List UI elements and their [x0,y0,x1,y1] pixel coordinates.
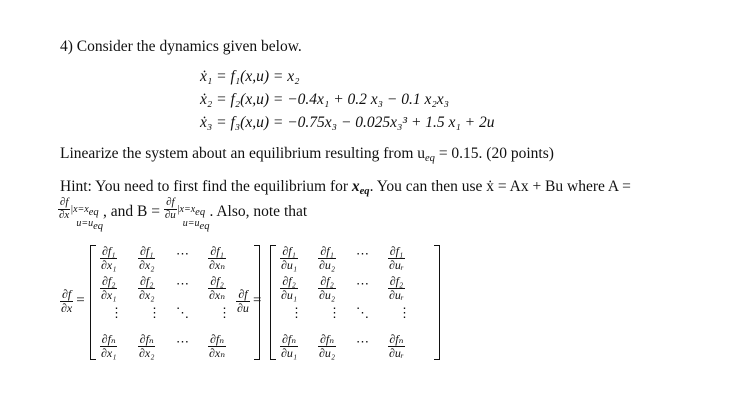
ju-vdots-1: ⋮ [290,305,303,320]
jacobian-x-matrix [90,245,260,360]
equation-1-lhs: ẋ₁ = f₁(x,u) = [200,68,284,85]
ju-rnc2: $\frac{\text{∂fₙ}}{\text{∂u₂}}$ [319,332,336,360]
linearize-tail: = 0.15. (20 points) [438,145,554,162]
ju-r1cr: $\frac{\text{∂f₁}}{\text{∂uᵣ}}$ [389,244,404,272]
hint-line-1 [60,178,631,197]
hint-also-note: . Also, note that [209,203,308,220]
eval-1-x-sub: eq [88,207,99,218]
jx-r1c1: $\frac{\text{∂f₁}}{\text{∂x₁}}$ [101,244,117,272]
matrix-x-left-bracket [90,245,96,360]
df-numerator: ∂f [59,196,69,208]
jx-r1c2: $\frac{\text{∂f₁}}{\text{∂x₂}}$ [139,244,155,272]
du-denominator: ∂u [164,208,176,221]
ju-r2c2: $\frac{\text{∂f₂}}{\text{∂u₂}}$ [319,274,336,302]
jac-x-frac [60,288,73,314]
jac-u-frac [236,288,250,314]
df-du-frac [164,197,177,221]
jx-r1cn: $\frac{\text{∂f₁}}{\text{∂xₙ}}$ [209,244,226,272]
eval-2-x: |x=x [176,204,196,215]
matrix-u-left-bracket [270,245,276,360]
ju-r1-hdots: ⋯ [356,246,369,261]
equation-2-rhs: −0.4x₁ + 0.2 x₃ − 0.1 x₂x₃ [287,91,450,108]
jacobian-u-label: $\frac{\partial f}{\partial u}$ = [237,287,262,315]
eval-2-x-sub: eq [195,207,206,218]
jx-r2cn: $\frac{\text{∂f₂}}{\text{∂xₙ}}$ [209,274,226,302]
ju-r2c1: $\frac{\text{∂f₂}}{\text{∂u₁}}$ [281,274,298,302]
jac-x-df: ∂f [62,287,72,301]
jx-rnc2: $\frac{\text{∂fₙ}}{\text{∂x₂}}$ [139,332,155,360]
equation-2 [200,91,449,109]
equation-3-lhs: ẋ₃ = f₃(x,u) = [200,114,284,131]
jx-rncn: $\frac{\text{∂fₙ}}{\text{∂xₙ}}$ [209,332,226,360]
jx-vdots-n: ⋮ [218,305,231,320]
jacobian-u-matrix [270,245,440,360]
ju-rn-hdots: ⋯ [356,334,369,349]
jx-r2c2: $\frac{\text{∂f₂}}{\text{∂x₂}}$ [139,274,155,302]
ju-r1c2: $\frac{\text{∂f₁}}{\text{∂u₂}}$ [319,244,336,272]
hint-line-2 [58,197,307,235]
linearize-statement [60,145,554,164]
ju-ddots: ⋱ [356,305,369,320]
jac-x-dx: ∂x [61,300,73,315]
eval-1-x: |x=x [70,204,89,215]
jac-u-du: ∂u [237,300,249,315]
equation-1-rhs: x₂ [287,68,300,85]
ju-r1c1: $\frac{\text{∂f₁}}{\text{∂u₁}}$ [281,244,298,272]
equation-3 [200,114,495,132]
problem-intro: 4) Consider the dynamics given below. [60,38,302,55]
jx-ddots: ⋱ [176,305,189,320]
df-dx-frac [58,197,70,221]
ju-vdots-r: ⋮ [398,305,411,320]
ju-vdots-2: ⋮ [328,305,341,320]
equation-3-rhs: −0.75x₃ − 0.025x₃³ + 1.5 x₁ + 2u [287,114,495,131]
jx-r2-hdots: ⋯ [176,276,189,291]
jx-rnc1: $\frac{\text{∂fₙ}}{\text{∂x₁}}$ [101,332,117,360]
linearize-sub: eq [425,153,435,164]
ju-r2cr: $\frac{\text{∂f₂}}{\text{∂uᵣ}}$ [389,274,404,302]
ju-r2-hdots: ⋯ [356,276,369,291]
jac-u-df: ∂f [236,288,250,302]
eval-2-u: u=u [182,217,200,229]
hint-and-b: , and B = [103,203,160,220]
eval-bar-2 [177,197,210,232]
jx-r1-hdots: ⋯ [176,246,189,261]
ju-rnc1: $\frac{\text{∂fₙ}}{\text{∂u₁}}$ [281,332,298,360]
eval-2-u-sub: eq [199,220,210,232]
equation-2-lhs: ẋ₂ = f₂(x,u) = [200,91,284,108]
jx-rn-hdots: ⋯ [176,334,189,349]
hint-text-1: Hint: You need to first find the equilibrium for [60,178,349,195]
matrix-u-right-bracket [434,245,440,360]
hint-x-eq: x [351,178,360,195]
hint-text-2: . You can then use ẋ = Ax + Bu where A = [369,178,631,195]
dx-denominator: ∂x [59,208,70,221]
df-numerator-2: ∂f [164,197,177,210]
jacobian-x-label: $\frac{\partial f}{\partial x}$ = [61,287,85,315]
eval-1-u: u=u [76,217,94,229]
linearize-text: Linearize the system about an equilibrium resulting from u [60,145,426,162]
jx-vdots-1: ⋮ [110,305,123,320]
equation-1 [200,68,300,86]
jx-r2c1: $\frac{\text{∂f₂}}{\text{∂x₁}}$ [101,274,117,302]
jx-vdots-2: ⋮ [148,305,161,320]
eval-1-u-sub: eq [93,220,103,232]
ju-rncr: $\frac{\text{∂fₙ}}{\text{∂uᵣ}}$ [389,332,404,360]
hint-x-eq-sub: eq [359,186,370,197]
eval-bar-1 [70,197,103,232]
